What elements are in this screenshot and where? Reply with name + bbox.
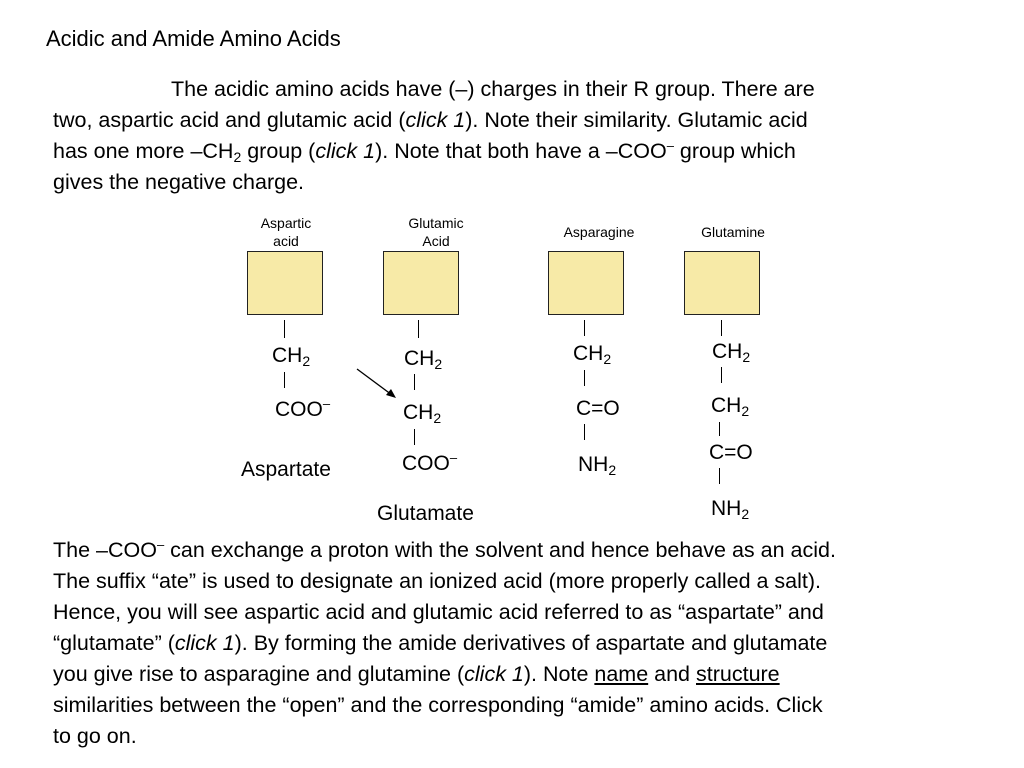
glutamic-acid-backbone-box: [383, 251, 459, 315]
explanation-line-4: “glutamate” (click 1). By forming the amide derivatives of aspartate and glutamate: [53, 631, 828, 655]
aspartic-coo: COO–: [275, 396, 331, 421]
aspartate-label: Aspartate: [241, 458, 331, 481]
explanation-line-3: Hence, you will see aspartic acid and glutamic acid referred to as “aspartate” and: [53, 600, 824, 624]
aspartic-bond-2: [284, 372, 285, 388]
slide-title: Acidic and Amide Amino Acids: [46, 26, 341, 51]
glutamic-bond-1: [418, 320, 419, 338]
asparagine-ch2: $CH_2$: [573, 342, 612, 367]
glutamine-heading: Glutamine: [701, 224, 765, 240]
explanation-line-5: you give rise to asparagine and glutamine (click 1). Note name and structure: [53, 662, 780, 686]
asparagine-bond-3: [584, 424, 585, 440]
asparagine-c-double-o: C=O: [576, 397, 620, 420]
glutamic-bond-3: [414, 429, 415, 445]
glutamine-backbone-box: [684, 251, 760, 315]
glutamine-bond-4: [719, 468, 720, 484]
asparagine-backbone-box: [548, 251, 624, 315]
aspartic-ch2: $CH_2$: [272, 344, 311, 369]
arrow-icon: [354, 366, 400, 402]
explanation-line-6: similarities between the “open” and the corresponding “amide” amino acids. Click: [53, 693, 823, 717]
glutamine-nh2: $NH_2$: [711, 497, 750, 522]
explanation-line-2: The suffix “ate” is used to designate an ionized acid (more properly called a salt).: [53, 569, 822, 593]
intro-paragraph: [53, 74, 1013, 198]
aspartic-acid-backbone-box: [247, 251, 323, 315]
glutamine-bond-1: [721, 320, 722, 336]
explanation-paragraph: [53, 535, 1013, 752]
glutamic-acid-heading: Glutamic Acid: [408, 215, 464, 249]
glutamic-bond-2: [414, 374, 415, 390]
asparagine-bond-2: [584, 370, 585, 386]
glutamic-ch2-2: $CH_2$: [403, 401, 442, 426]
glutamine-bond-3: [719, 422, 720, 436]
glutamine-c-double-o: C=O: [709, 441, 753, 464]
intro-line-2: two, aspartic acid and glutamic acid (click 1). Note their similarity. Glutamic acid: [53, 108, 808, 132]
explanation-line-7: to go on.: [53, 724, 137, 748]
asparagine-nh2: $NH_2$: [578, 453, 617, 478]
aspartic-bond-1: [284, 320, 285, 338]
glutamine-ch2-2: $CH_2$: [711, 394, 750, 419]
glutamine-ch2-1: $CH_2$: [712, 340, 751, 365]
asparagine-heading: Asparagine: [563, 224, 635, 240]
explanation-line-1: The –COO– can exchange a proton with the solvent and hence behave as an acid.: [53, 537, 836, 562]
glutamic-coo: COO–: [402, 450, 458, 475]
intro-line-3: has one more $-CH_2$ group (click 1). Note that both have a –COO– group which: [53, 138, 796, 165]
aspartic-acid-heading: Aspartic acid: [260, 215, 312, 249]
glutamate-label: Glutamate: [377, 502, 474, 525]
glutamic-ch2-1: $CH_2$: [404, 347, 443, 372]
asparagine-bond-1: [584, 320, 585, 336]
intro-line-4: gives the negative charge.: [53, 170, 304, 194]
glutamine-bond-2: [721, 367, 722, 383]
intro-line-1: The acidic amino acids have (–) charges in their R group. There are: [171, 77, 815, 101]
